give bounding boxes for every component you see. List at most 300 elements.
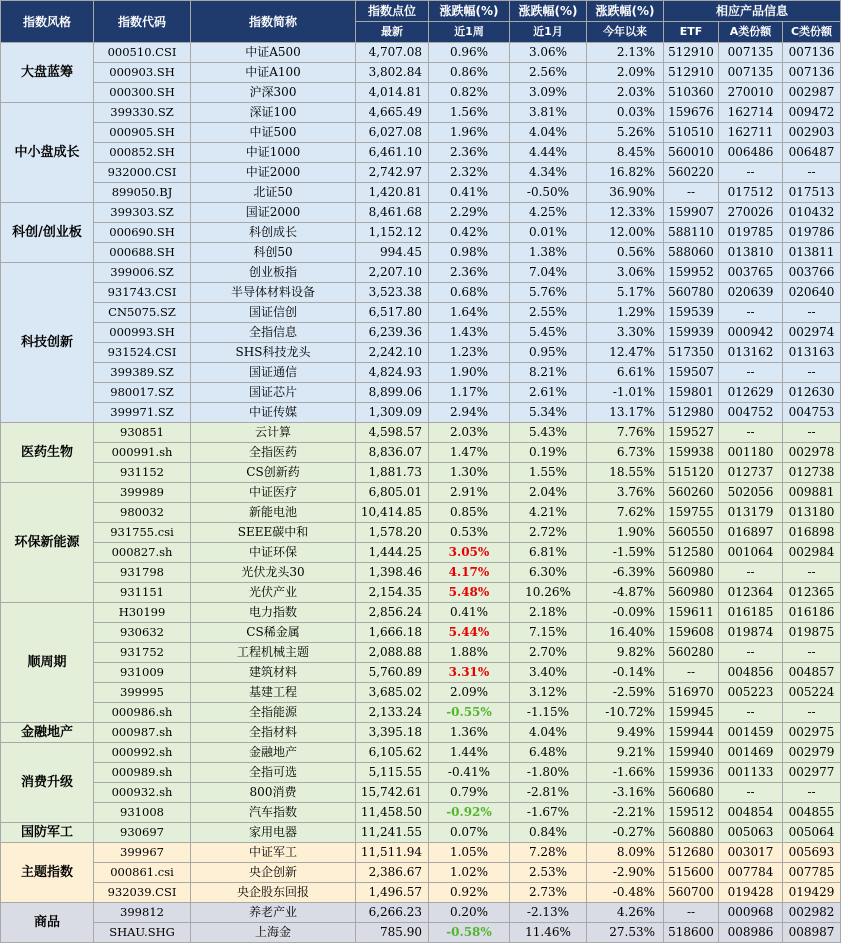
a-share-code: --	[719, 303, 783, 323]
index-point: 4,665.49	[356, 103, 429, 123]
a-share-code: 270010	[719, 83, 783, 103]
c-share-code: --	[783, 563, 841, 583]
change-ytd: 3.30%	[587, 323, 664, 343]
change-month: 8.21%	[510, 363, 587, 383]
a-share-code: 005063	[719, 823, 783, 843]
index-point: 4,598.57	[356, 423, 429, 443]
index-code: 000986.sh	[94, 703, 191, 723]
change-ytd: 2.13%	[587, 43, 664, 63]
c-share-code: 004753	[783, 403, 841, 423]
etf-code: 560220	[664, 163, 719, 183]
index-code: 000861.csi	[94, 863, 191, 883]
change-week: 1.88%	[429, 643, 510, 663]
change-ytd: -4.87%	[587, 583, 664, 603]
index-point: 6,105.62	[356, 743, 429, 763]
table-row	[1, 363, 841, 383]
change-week: 0.42%	[429, 223, 510, 243]
change-month: 10.26%	[510, 583, 587, 603]
a-share-code: 013810	[719, 243, 783, 263]
change-ytd: 13.17%	[587, 403, 664, 423]
header-a-share: A类份额	[719, 22, 783, 43]
change-week: 2.94%	[429, 403, 510, 423]
a-share-code: 016185	[719, 603, 783, 623]
a-share-code: 007135	[719, 43, 783, 63]
index-name: 家用电器	[191, 823, 356, 843]
index-name: 中证军工	[191, 843, 356, 863]
index-code: 980032	[94, 503, 191, 523]
index-point: 6,517.80	[356, 303, 429, 323]
style-category: 国防军工	[1, 823, 94, 843]
change-month: 6.30%	[510, 563, 587, 583]
c-share-code: 005224	[783, 683, 841, 703]
table-row	[1, 903, 841, 923]
index-code: 931752	[94, 643, 191, 663]
change-month: 0.19%	[510, 443, 587, 463]
table-row	[1, 583, 841, 603]
index-point: 4,824.93	[356, 363, 429, 383]
change-ytd: -0.48%	[587, 883, 664, 903]
change-ytd: 5.17%	[587, 283, 664, 303]
a-share-code: 003765	[719, 263, 783, 283]
table-row	[1, 103, 841, 123]
index-point: 6,805.01	[356, 483, 429, 503]
change-ytd: -3.16%	[587, 783, 664, 803]
etf-code: 159801	[664, 383, 719, 403]
change-ytd: -10.72%	[587, 703, 664, 723]
etf-code: 560700	[664, 883, 719, 903]
a-share-code: --	[719, 703, 783, 723]
change-month: 4.44%	[510, 143, 587, 163]
c-share-code: 020640	[783, 283, 841, 303]
change-ytd: 5.26%	[587, 123, 664, 143]
table-row	[1, 203, 841, 223]
table-row	[1, 43, 841, 63]
etf-code: --	[664, 903, 719, 923]
table-row	[1, 643, 841, 663]
c-share-code: 006487	[783, 143, 841, 163]
c-share-code: 016898	[783, 523, 841, 543]
table-row	[1, 163, 841, 183]
table-row	[1, 283, 841, 303]
index-point: 11,458.50	[356, 803, 429, 823]
etf-code: 159952	[664, 263, 719, 283]
table-row	[1, 683, 841, 703]
a-share-code: --	[719, 163, 783, 183]
header-etf: ETF	[664, 22, 719, 43]
change-week: 0.68%	[429, 283, 510, 303]
etf-code: 159676	[664, 103, 719, 123]
c-share-code: 002975	[783, 723, 841, 743]
index-point: 10,414.85	[356, 503, 429, 523]
index-name: 中证环保	[191, 543, 356, 563]
etf-code: 159939	[664, 323, 719, 343]
index-point: 6,027.08	[356, 123, 429, 143]
change-month: 4.21%	[510, 503, 587, 523]
index-point: 3,523.38	[356, 283, 429, 303]
index-code: 399389.SZ	[94, 363, 191, 383]
table-row	[1, 823, 841, 843]
table-row	[1, 243, 841, 263]
index-name: SEEE碳中和	[191, 523, 356, 543]
c-share-code: 002979	[783, 743, 841, 763]
change-ytd: 36.90%	[587, 183, 664, 203]
a-share-code: --	[719, 563, 783, 583]
change-month: 2.53%	[510, 863, 587, 883]
a-share-code: 162714	[719, 103, 783, 123]
index-point: 1,398.46	[356, 563, 429, 583]
index-code: 399006.SZ	[94, 263, 191, 283]
change-month: -1.67%	[510, 803, 587, 823]
table-row	[1, 143, 841, 163]
a-share-code: 013162	[719, 343, 783, 363]
change-week: 1.96%	[429, 123, 510, 143]
c-share-code: 002977	[783, 763, 841, 783]
change-week: 1.43%	[429, 323, 510, 343]
change-ytd: 9.21%	[587, 743, 664, 763]
index-name: 创业板指	[191, 263, 356, 283]
change-week: 0.82%	[429, 83, 510, 103]
change-week: 2.29%	[429, 203, 510, 223]
index-code: 000827.sh	[94, 543, 191, 563]
index-name: 央企创新	[191, 863, 356, 883]
index-name: 中证A100	[191, 63, 356, 83]
change-month: 7.04%	[510, 263, 587, 283]
index-point: 2,856.24	[356, 603, 429, 623]
change-month: 2.18%	[510, 603, 587, 623]
change-month: 0.95%	[510, 343, 587, 363]
change-week: 0.41%	[429, 603, 510, 623]
index-code: 930851	[94, 423, 191, 443]
a-share-code: 004752	[719, 403, 783, 423]
index-name: 全指可选	[191, 763, 356, 783]
change-month: 2.56%	[510, 63, 587, 83]
index-point: 8,836.07	[356, 443, 429, 463]
table-row	[1, 703, 841, 723]
change-month: 4.04%	[510, 723, 587, 743]
etf-code: 588110	[664, 223, 719, 243]
change-week: 0.85%	[429, 503, 510, 523]
c-share-code: 009881	[783, 483, 841, 503]
index-point: 4,707.08	[356, 43, 429, 63]
etf-code: 560980	[664, 563, 719, 583]
index-point: 11,241.55	[356, 823, 429, 843]
a-share-code: --	[719, 783, 783, 803]
index-point: 2,242.10	[356, 343, 429, 363]
table-row	[1, 323, 841, 343]
change-week: 2.36%	[429, 263, 510, 283]
change-week: 3.31%	[429, 663, 510, 683]
index-name: 国证2000	[191, 203, 356, 223]
index-point: 3,802.84	[356, 63, 429, 83]
etf-code: 560980	[664, 583, 719, 603]
change-week: -0.58%	[429, 923, 510, 943]
change-ytd: 27.53%	[587, 923, 664, 943]
index-code: 000989.sh	[94, 763, 191, 783]
change-month: 3.09%	[510, 83, 587, 103]
index-code: CN5075.SZ	[94, 303, 191, 323]
a-share-code: 007784	[719, 863, 783, 883]
index-code: SHAU.SHG	[94, 923, 191, 943]
a-share-code: 019874	[719, 623, 783, 643]
etf-code: 560280	[664, 643, 719, 663]
table-row	[1, 223, 841, 243]
index-code: 399303.SZ	[94, 203, 191, 223]
etf-code: 159539	[664, 303, 719, 323]
index-code: 931524.CSI	[94, 343, 191, 363]
table-row	[1, 563, 841, 583]
change-month: -0.50%	[510, 183, 587, 203]
table-row	[1, 783, 841, 803]
index-name: 光伏龙头30	[191, 563, 356, 583]
a-share-code: 003017	[719, 843, 783, 863]
change-ytd: 6.73%	[587, 443, 664, 463]
a-share-code: 001064	[719, 543, 783, 563]
style-category: 科技创新	[1, 263, 94, 423]
c-share-code: 019429	[783, 883, 841, 903]
a-share-code: 007135	[719, 63, 783, 83]
etf-code: 512910	[664, 63, 719, 83]
change-month: 6.48%	[510, 743, 587, 763]
change-week: 2.09%	[429, 683, 510, 703]
index-code: H30199	[94, 603, 191, 623]
style-category: 主题指数	[1, 843, 94, 903]
index-code: 000690.SH	[94, 223, 191, 243]
a-share-code: 004856	[719, 663, 783, 683]
index-point: 994.45	[356, 243, 429, 263]
index-name: 中证500	[191, 123, 356, 143]
index-name: CS稀金属	[191, 623, 356, 643]
a-share-code: 004854	[719, 803, 783, 823]
index-code: 399971.SZ	[94, 403, 191, 423]
header-latest: 最新	[356, 22, 429, 43]
index-name: 全指信息	[191, 323, 356, 343]
c-share-code: 002974	[783, 323, 841, 343]
index-name: 中证A500	[191, 43, 356, 63]
change-month: 7.28%	[510, 843, 587, 863]
index-name: 国证通信	[191, 363, 356, 383]
index-point: 2,742.97	[356, 163, 429, 183]
change-ytd: 4.26%	[587, 903, 664, 923]
change-month: 5.34%	[510, 403, 587, 423]
etf-code: 159512	[664, 803, 719, 823]
table-row	[1, 403, 841, 423]
style-category: 金融地产	[1, 723, 94, 743]
change-month: 11.46%	[510, 923, 587, 943]
etf-code: 515120	[664, 463, 719, 483]
c-share-code: 013180	[783, 503, 841, 523]
index-name: 800消费	[191, 783, 356, 803]
change-week: 2.91%	[429, 483, 510, 503]
change-ytd: 16.82%	[587, 163, 664, 183]
change-month: 4.34%	[510, 163, 587, 183]
table-row	[1, 183, 841, 203]
change-week: 1.56%	[429, 103, 510, 123]
etf-code: 515600	[664, 863, 719, 883]
header-change-month: 涨跌幅(%)	[510, 1, 587, 22]
etf-code: 159944	[664, 723, 719, 743]
header-ytd: 今年以来	[587, 22, 664, 43]
etf-code: 560260	[664, 483, 719, 503]
change-ytd: 2.09%	[587, 63, 664, 83]
index-name: 电力指数	[191, 603, 356, 623]
change-week: -0.92%	[429, 803, 510, 823]
header-month: 近1月	[510, 22, 587, 43]
table-row	[1, 123, 841, 143]
change-month: -1.15%	[510, 703, 587, 723]
change-week: 0.98%	[429, 243, 510, 263]
table-row	[1, 63, 841, 83]
a-share-code: 019785	[719, 223, 783, 243]
c-share-code: 016186	[783, 603, 841, 623]
index-point: 2,133.24	[356, 703, 429, 723]
change-month: 2.55%	[510, 303, 587, 323]
index-code: 931755.csi	[94, 523, 191, 543]
index-code: 931008	[94, 803, 191, 823]
header-code: 指数代码	[94, 1, 191, 43]
index-code: 932000.CSI	[94, 163, 191, 183]
change-ytd: 3.76%	[587, 483, 664, 503]
c-share-code: --	[783, 303, 841, 323]
a-share-code: 000942	[719, 323, 783, 343]
c-share-code: 002978	[783, 443, 841, 463]
table-row	[1, 603, 841, 623]
index-code: 000992.sh	[94, 743, 191, 763]
style-category: 顺周期	[1, 603, 94, 723]
index-code: 931152	[94, 463, 191, 483]
change-month: 2.61%	[510, 383, 587, 403]
a-share-code: --	[719, 423, 783, 443]
index-code: 931798	[94, 563, 191, 583]
index-name: 中证2000	[191, 163, 356, 183]
change-ytd: 6.61%	[587, 363, 664, 383]
etf-code: 159940	[664, 743, 719, 763]
index-code: 931009	[94, 663, 191, 683]
change-week: 1.05%	[429, 843, 510, 863]
etf-code: 560780	[664, 283, 719, 303]
table-row	[1, 623, 841, 643]
etf-code: 512680	[664, 843, 719, 863]
c-share-code: 019786	[783, 223, 841, 243]
index-code: 000688.SH	[94, 243, 191, 263]
index-code: 000993.SH	[94, 323, 191, 343]
change-ytd: -2.21%	[587, 803, 664, 823]
change-week: 1.30%	[429, 463, 510, 483]
a-share-code: 012737	[719, 463, 783, 483]
style-category: 医药生物	[1, 423, 94, 483]
change-week: 0.92%	[429, 883, 510, 903]
change-ytd: -0.09%	[587, 603, 664, 623]
header-change-week: 涨跌幅(%)	[429, 1, 510, 22]
c-share-code: 004855	[783, 803, 841, 823]
etf-code: 560680	[664, 783, 719, 803]
a-share-code: 020639	[719, 283, 783, 303]
change-month: -2.13%	[510, 903, 587, 923]
header-week: 近1周	[429, 22, 510, 43]
change-month: 3.40%	[510, 663, 587, 683]
c-share-code: --	[783, 363, 841, 383]
table-row	[1, 763, 841, 783]
index-code: 000903.SH	[94, 63, 191, 83]
a-share-code: --	[719, 643, 783, 663]
c-share-code: 013811	[783, 243, 841, 263]
a-share-code: 019428	[719, 883, 783, 903]
table-row	[1, 303, 841, 323]
style-category: 科创/创业板	[1, 203, 94, 263]
index-point: 2,207.10	[356, 263, 429, 283]
style-category: 中小盘成长	[1, 103, 94, 203]
change-week: 1.02%	[429, 863, 510, 883]
a-share-code: 013179	[719, 503, 783, 523]
index-point: 1,496.57	[356, 883, 429, 903]
c-share-code: 012365	[783, 583, 841, 603]
change-ytd: -1.59%	[587, 543, 664, 563]
c-share-code: 009472	[783, 103, 841, 123]
index-name: 金融地产	[191, 743, 356, 763]
table-row	[1, 463, 841, 483]
change-week: -0.55%	[429, 703, 510, 723]
a-share-code: 016897	[719, 523, 783, 543]
table-row	[1, 503, 841, 523]
c-share-code: 002982	[783, 903, 841, 923]
change-week: 3.05%	[429, 543, 510, 563]
c-share-code: 019875	[783, 623, 841, 643]
etf-code: 560010	[664, 143, 719, 163]
a-share-code: 000968	[719, 903, 783, 923]
change-week: 2.36%	[429, 143, 510, 163]
c-share-code: 007136	[783, 63, 841, 83]
index-point: 1,152.12	[356, 223, 429, 243]
change-ytd: -1.66%	[587, 763, 664, 783]
change-month: 0.84%	[510, 823, 587, 843]
index-point: 2,154.35	[356, 583, 429, 603]
change-week: -0.41%	[429, 763, 510, 783]
index-point: 1,444.25	[356, 543, 429, 563]
change-month: -1.80%	[510, 763, 587, 783]
etf-code: 560550	[664, 523, 719, 543]
index-code: 932039.CSI	[94, 883, 191, 903]
change-ytd: 0.03%	[587, 103, 664, 123]
table-row	[1, 743, 841, 763]
change-ytd: 9.82%	[587, 643, 664, 663]
index-name: 中证传媒	[191, 403, 356, 423]
change-ytd: 9.49%	[587, 723, 664, 743]
c-share-code: 008987	[783, 923, 841, 943]
style-category: 环保新能源	[1, 483, 94, 603]
header-point: 指数点位	[356, 1, 429, 22]
table-row	[1, 843, 841, 863]
index-name: 全指医药	[191, 443, 356, 463]
change-month: 5.45%	[510, 323, 587, 343]
change-ytd: 7.62%	[587, 503, 664, 523]
index-point: 785.90	[356, 923, 429, 943]
index-point: 8,461.68	[356, 203, 429, 223]
change-week: 0.86%	[429, 63, 510, 83]
change-ytd: -1.01%	[587, 383, 664, 403]
index-code: 000510.CSI	[94, 43, 191, 63]
etf-code: 588060	[664, 243, 719, 263]
c-share-code: 007136	[783, 43, 841, 63]
table-row	[1, 83, 841, 103]
change-month: 4.25%	[510, 203, 587, 223]
index-name: 上海金	[191, 923, 356, 943]
c-share-code: 012630	[783, 383, 841, 403]
header-name: 指数简称	[191, 1, 356, 43]
change-week: 4.17%	[429, 563, 510, 583]
change-week: 1.36%	[429, 723, 510, 743]
index-code: 980017.SZ	[94, 383, 191, 403]
table-row	[1, 483, 841, 503]
c-share-code: --	[783, 163, 841, 183]
